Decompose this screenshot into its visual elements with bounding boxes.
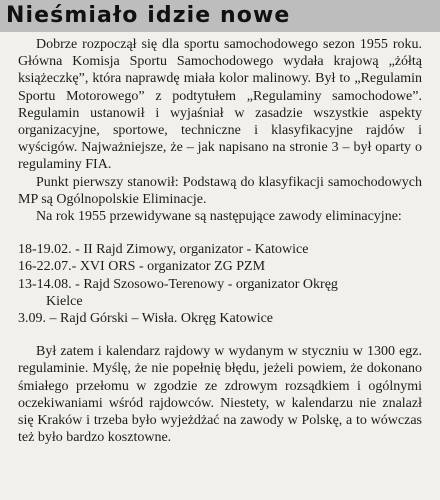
title-bar <box>0 0 440 32</box>
event-item <box>18 276 422 310</box>
event-line: 18-19.02. - II Rajd Zimowy, organizator - Katowice <box>18 242 309 258</box>
paragraph-intro: Dobrze rozpoczął się dla sportu samochodowego sezon 1955 roku. Główna Komisja Sportu Samochodowego wydała krajową „żółtą książeczkę”, która naprawdę miała kolor malinowy. Był to „Regulamin Sportu Motorowego” z podtytułem „Regulaminy samochodowe”. Regulamin ustanowił i wyjaśniał w zasadzie wszystkie aspekty organizacyjne, sportowe, techniczne i klasyfikacyjne rajdów i wyścigów. Najważniejsze, że – jak napisano na stronie 3 – był oparty o regulaminy FIA. <box>18 37 422 173</box>
events-list <box>18 241 422 327</box>
paragraph-closing: Był zatem i kalendarz rajdowy w wydanym w styczniu w 1300 egz. regulaminie. Myślę, że nie popełnię błędu, jeżeli powiem, że dokonano śmiałego przełomu w zgodzie ze zdrowym rozsądkiem i ogólnymi oczekiwaniami wśród rajdowców. Niestety, w kalendarzu nie znalazł się Kraków i trzeba było wyjeżdżać na zawody w Polskę, a to wówczas też było bardzo kosztowne. <box>18 344 422 446</box>
article-body <box>18 36 422 446</box>
article-title: Nieśmiało idzie nowe <box>6 3 291 28</box>
event-item <box>18 258 422 275</box>
event-line-continuation: Kielce <box>46 293 83 309</box>
paragraph-events-intro: Na rok 1955 przewidywane są następujące zawody eliminacyjne: <box>36 209 402 225</box>
event-line: 13-14.08. - Rajd Szosowo-Terenowy - organizator Okręg <box>18 276 338 292</box>
paragraph-point-one: Punkt pierwszy stanowił: Podstawą do klasyfikacji samochodowych MP są Ogólnopolskie Eliminacje. <box>18 174 422 207</box>
event-line: 16-22.07.- XVI ORS - organizator ZG PZM <box>18 259 266 275</box>
event-item <box>18 241 422 258</box>
event-item <box>18 310 422 327</box>
event-line: 3.09. – Rajd Górski – Wisła. Okręg Katowice <box>18 311 274 327</box>
